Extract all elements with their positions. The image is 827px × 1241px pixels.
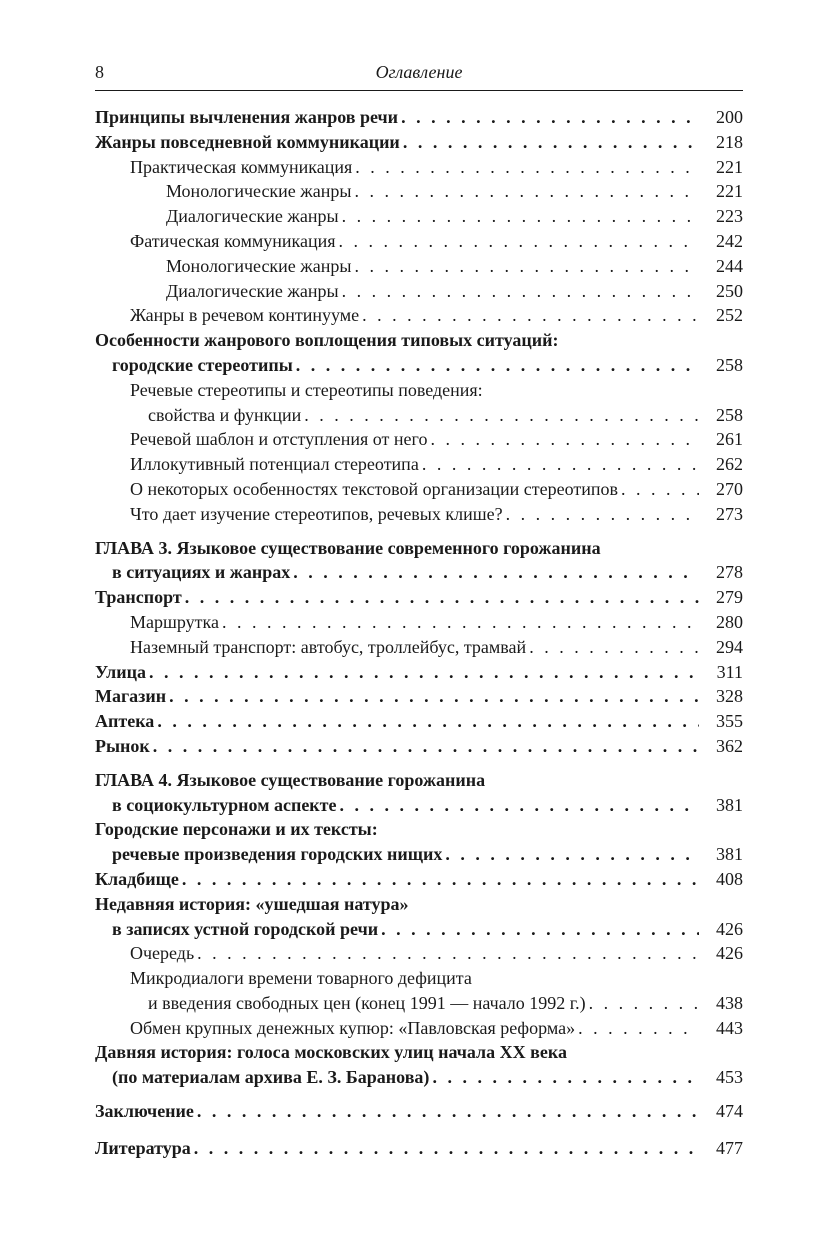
toc-entry-page: 362 xyxy=(716,735,743,756)
toc-entry[interactable] xyxy=(95,429,743,454)
dot-leader xyxy=(422,454,699,475)
toc-entry[interactable] xyxy=(95,206,743,231)
toc-entry-first-line[interactable] xyxy=(95,380,743,405)
dot-leader xyxy=(293,562,699,583)
toc-entry-title: Городские персонажи и их тексты: xyxy=(95,819,378,840)
dot-leader xyxy=(529,637,699,658)
toc-entry-page: 477 xyxy=(716,1137,743,1158)
dot-leader xyxy=(185,587,699,608)
toc-entry-first-line[interactable] xyxy=(95,330,743,355)
toc-entry-title: Недавняя история: «ушедшая натура» xyxy=(95,893,409,914)
toc-entry-page: 218 xyxy=(716,131,743,152)
toc-entry-title: О некоторых особенностях текстовой организации стереотипов xyxy=(130,478,619,499)
toc-entry-page: 443 xyxy=(716,1017,743,1038)
toc-entry-title: Что дает изучение стереотипов, речевых клише? xyxy=(130,503,503,524)
dot-leader xyxy=(197,1101,699,1122)
toc-entry[interactable] xyxy=(95,1138,743,1163)
toc-entry-title: Улица xyxy=(95,661,147,682)
toc-entry-title: Диалогические жанры xyxy=(166,206,339,227)
dot-leader xyxy=(169,686,699,707)
dot-leader xyxy=(381,919,699,940)
chapter-title: ГЛАВА 4. Языковое существование горожанина xyxy=(95,769,486,790)
toc-entry[interactable] xyxy=(95,305,743,330)
toc-entry-page: 244 xyxy=(716,255,743,276)
toc-entry-page: 221 xyxy=(716,181,743,202)
toc-entry-page: 453 xyxy=(716,1067,743,1088)
running-title: Оглавление xyxy=(375,62,463,82)
toc-entry[interactable] xyxy=(95,479,743,504)
toc-entry-first-line[interactable] xyxy=(95,968,743,993)
chapter-title-cont: в ситуациях и жанрах xyxy=(112,562,291,583)
toc-entry-page: 261 xyxy=(716,429,743,450)
toc-entry[interactable] xyxy=(95,454,743,479)
toc-entry-page: 270 xyxy=(716,478,743,499)
toc-entry-title: Литература xyxy=(95,1137,191,1158)
dot-leader xyxy=(362,305,699,326)
toc-entry-title: Микродиалоги времени товарного дефицита xyxy=(130,968,472,989)
toc-entry[interactable] xyxy=(95,256,743,281)
toc-entry-title: Очередь xyxy=(130,943,195,964)
toc-entry-page: 242 xyxy=(716,230,743,251)
chapter-title-cont: в социокультурном аспекте xyxy=(112,794,337,815)
dot-leader xyxy=(578,1018,699,1039)
chapter-heading[interactable] xyxy=(95,770,743,795)
toc-entry-title: Принципы вычленения жанров речи xyxy=(95,107,399,127)
dot-leader xyxy=(621,479,699,500)
dot-leader xyxy=(194,1138,699,1159)
toc-entry-page: 223 xyxy=(716,206,743,227)
toc-entry[interactable] xyxy=(95,504,743,529)
header-rule xyxy=(95,90,743,91)
toc-entry-page: 426 xyxy=(716,918,743,939)
toc-entry-page: 381 xyxy=(716,794,743,815)
toc-entry[interactable] xyxy=(95,993,743,1018)
toc-entry-title: Заключение xyxy=(95,1101,194,1122)
toc-entry-title: Аптека xyxy=(95,711,155,732)
toc-entry[interactable] xyxy=(95,612,743,637)
toc-entry[interactable] xyxy=(95,795,743,820)
toc-entry-title: Монологические жанры xyxy=(166,181,352,202)
toc-entry[interactable] xyxy=(95,281,743,306)
toc-entry[interactable] xyxy=(95,919,743,944)
toc-entry-page: 200 xyxy=(716,107,743,127)
toc-entry[interactable] xyxy=(95,587,743,612)
toc-entry-title: Практическая коммуникация xyxy=(130,156,353,177)
toc-entry-title: Фатическая коммуникация xyxy=(130,230,336,251)
toc-entry-title: Особенности жанрового воплощения типовых ситуаций: xyxy=(95,330,559,351)
toc-entry-page: 474 xyxy=(716,1101,743,1122)
dot-leader xyxy=(430,429,699,450)
page-header xyxy=(95,62,743,84)
toc-entry-title: Диалогические жанры xyxy=(166,280,339,301)
toc-entry[interactable] xyxy=(95,1067,743,1092)
dot-leader xyxy=(355,157,699,178)
dot-leader xyxy=(354,256,699,277)
toc-entry[interactable] xyxy=(95,562,743,587)
toc-entry[interactable] xyxy=(95,637,743,662)
toc-entry[interactable] xyxy=(95,355,743,380)
table-of-contents xyxy=(95,107,743,1163)
dot-leader xyxy=(296,355,699,376)
dot-leader xyxy=(403,132,699,153)
dot-leader xyxy=(401,107,699,128)
toc-entry-title: Речевой шаблон и отступления от него xyxy=(130,429,428,450)
dot-leader xyxy=(445,844,699,865)
toc-entry-title: Жанры в речевом континууме xyxy=(130,305,360,326)
toc-entry[interactable] xyxy=(95,943,743,968)
toc-entry[interactable] xyxy=(95,157,743,182)
toc-entry-page: 294 xyxy=(716,636,743,657)
dot-leader xyxy=(340,795,699,816)
toc-entry-title-cont: свойства и функции xyxy=(148,404,302,425)
toc-entry-title: Обмен крупных денежных купюр: «Павловская реформа» xyxy=(130,1017,576,1038)
dot-leader xyxy=(304,405,699,426)
toc-entry-page: 250 xyxy=(716,280,743,301)
chapter-title: ГЛАВА 3. Языковое существование современного горожанина xyxy=(95,537,601,558)
dot-leader xyxy=(153,736,699,757)
toc-entry-title: Иллокутивный потенциал стереотипа xyxy=(130,454,419,475)
toc-entry-page: 252 xyxy=(716,305,743,326)
dot-leader xyxy=(197,943,699,964)
toc-entry-page: 279 xyxy=(716,587,743,608)
toc-entry-page: 273 xyxy=(716,503,743,524)
toc-entry-page: 408 xyxy=(716,868,743,889)
toc-entry-title-cont: городские стереотипы xyxy=(112,354,293,375)
dot-leader xyxy=(432,1067,699,1088)
page-number: 8 xyxy=(95,62,104,82)
dot-leader xyxy=(222,612,699,633)
toc-entry-title: Монологические жанры xyxy=(166,255,352,276)
toc-entry[interactable] xyxy=(95,181,743,206)
chapter-heading[interactable] xyxy=(95,538,743,563)
toc-entry[interactable] xyxy=(95,844,743,869)
dot-leader xyxy=(342,281,699,302)
toc-entry-title: Кладбище xyxy=(95,868,179,889)
toc-entry-title-cont: и введения свободных цен (конец 1991 — начало 1992 г.) xyxy=(148,992,586,1013)
dot-leader xyxy=(354,181,699,202)
toc-entry-page: 438 xyxy=(716,992,743,1013)
toc-entry-page: 280 xyxy=(716,611,743,632)
toc-entry-title: Рынок xyxy=(95,735,150,756)
toc-entry[interactable] xyxy=(95,405,743,430)
toc-entry[interactable] xyxy=(95,132,743,157)
toc-entry-page: 355 xyxy=(716,711,743,732)
dot-leader xyxy=(339,231,699,252)
toc-entry-first-line[interactable] xyxy=(95,894,743,919)
toc-entry[interactable] xyxy=(95,1018,743,1043)
toc-entry-title: Маршрутка xyxy=(130,611,219,632)
toc-entry-page: 278 xyxy=(716,562,743,583)
dot-leader xyxy=(342,206,699,227)
toc-entry[interactable] xyxy=(95,231,743,256)
toc-entry[interactable] xyxy=(95,1101,743,1126)
toc-entry-title: Наземный транспорт: автобус, троллейбус, трамвай xyxy=(130,636,527,657)
dot-leader xyxy=(506,504,699,525)
toc-entry-page: 258 xyxy=(716,354,743,375)
dot-leader xyxy=(157,711,699,732)
toc-entry-page: 311 xyxy=(716,661,743,682)
toc-entry-page: 262 xyxy=(716,454,743,475)
toc-entry[interactable] xyxy=(95,711,743,736)
toc-entry-title: Жанры повседневной коммуникации xyxy=(95,131,400,152)
toc-entry-page: 258 xyxy=(716,404,743,425)
dot-leader xyxy=(589,993,699,1014)
toc-entry-title: Магазин xyxy=(95,686,167,707)
toc-entry[interactable] xyxy=(95,662,743,687)
toc-entry[interactable] xyxy=(95,869,743,894)
toc-entry-page: 381 xyxy=(716,844,743,865)
toc-entry-first-line[interactable] xyxy=(95,1042,743,1067)
toc-entry[interactable] xyxy=(95,736,743,761)
dot-leader xyxy=(149,662,699,683)
toc-entry-title: Давняя история: голоса московских улиц начала XX века xyxy=(95,1042,567,1063)
toc-entry-title-cont: (по материалам архива Е. З. Баранова) xyxy=(112,1067,430,1088)
dot-leader xyxy=(182,869,699,890)
toc-entry[interactable] xyxy=(95,686,743,711)
toc-entry-first-line[interactable] xyxy=(95,819,743,844)
toc-entry[interactable] xyxy=(95,107,743,132)
toc-entry-page: 328 xyxy=(716,686,743,707)
toc-entry-title: Речевые стереотипы и стереотипы поведения: xyxy=(130,379,483,400)
toc-entry-title-cont: в записях устной городской речи xyxy=(112,918,379,939)
toc-entry-page: 426 xyxy=(716,943,743,964)
toc-entry-title-cont: речевые произведения городских нищих xyxy=(112,844,443,865)
toc-entry-page: 221 xyxy=(716,156,743,177)
toc-entry-title: Транспорт xyxy=(95,587,182,608)
